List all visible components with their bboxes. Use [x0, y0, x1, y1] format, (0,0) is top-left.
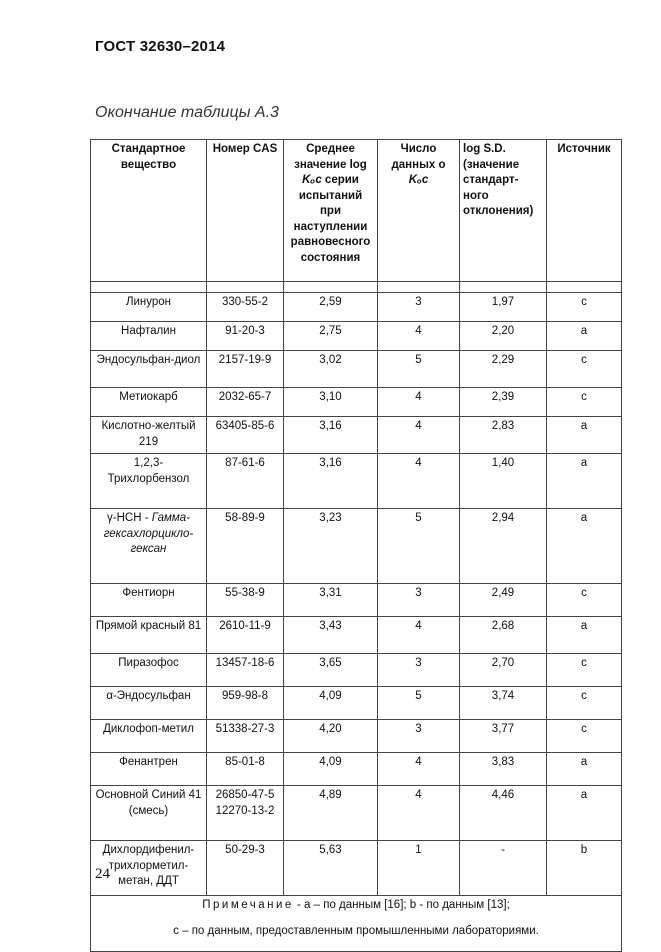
table-row	[91, 454, 622, 509]
cell-cas: 50-29-3	[207, 841, 284, 896]
cell-substance: Кислотно-желтый 219	[91, 417, 207, 454]
cell-source: c	[547, 654, 622, 687]
cell-logsd: 2,68	[460, 617, 547, 654]
cell-source: c	[547, 687, 622, 720]
cell-count: 4	[378, 617, 460, 654]
cell-cas: 330-55-2	[207, 293, 284, 322]
cell-source: a	[547, 454, 622, 509]
table-caption: Окончание таблицы А.3	[95, 104, 279, 121]
cell-mean: 5,63	[284, 841, 378, 896]
data-table	[90, 139, 622, 952]
cell-mean: 4,09	[284, 753, 378, 786]
col-logsd: log S.D. (значение стандарт-ного отклонения)	[460, 140, 547, 282]
cell-substance: Фенантрен	[91, 753, 207, 786]
cell-source: b	[547, 841, 622, 896]
cell-source: a	[547, 322, 622, 351]
cell-substance: Эндосульфан-диол	[91, 351, 207, 388]
cell-cas: 63405-85-6	[207, 417, 284, 454]
cell-logsd: 2,49	[460, 584, 547, 617]
cell-logsd: -	[460, 841, 547, 896]
cell-logsd: 3,83	[460, 753, 547, 786]
cell-substance: Дихлордифенил-трихлорметил-метан, ДДТ	[91, 841, 207, 896]
cell-logsd: 3,74	[460, 687, 547, 720]
note-row	[91, 896, 622, 952]
cell-logsd: 2,83	[460, 417, 547, 454]
col-mean	[284, 140, 378, 282]
cell-logsd: 2,70	[460, 654, 547, 687]
cell-count: 3	[378, 654, 460, 687]
cell-substance: Линурон	[91, 293, 207, 322]
page-number: 24	[95, 866, 110, 882]
table-row	[91, 753, 622, 786]
cell-source: c	[547, 584, 622, 617]
cell-logsd: 1,40	[460, 454, 547, 509]
cell-count: 3	[378, 584, 460, 617]
cell-substance: Основной Синий 41 (смесь)	[91, 786, 207, 841]
cell-mean: 3,02	[284, 351, 378, 388]
note-line-1	[94, 898, 618, 914]
cell-count: 4	[378, 753, 460, 786]
cell-substance: Диклофоп-метил	[91, 720, 207, 753]
cell-mean: 3,10	[284, 388, 378, 417]
cell-substance: α-Эндосульфан	[91, 687, 207, 720]
cell-mean: 3,23	[284, 509, 378, 584]
cell-mean: 3,31	[284, 584, 378, 617]
cell-substance: 1,2,3-Трихлорбензол	[91, 454, 207, 509]
spacer-row	[91, 282, 622, 293]
note-label: Примечание	[202, 899, 294, 911]
table-row	[91, 293, 622, 322]
cell-mean: 4,09	[284, 687, 378, 720]
cell-count: 4	[378, 417, 460, 454]
cell-cas: 2157-19-9	[207, 351, 284, 388]
cell-cas: 58-89-9	[207, 509, 284, 584]
cell-mean: 3,16	[284, 454, 378, 509]
cell-logsd: 2,94	[460, 509, 547, 584]
cell-source: c	[547, 293, 622, 322]
cell-substance: Метиокарб	[91, 388, 207, 417]
cell-source: a	[547, 753, 622, 786]
cell-count: 1	[378, 841, 460, 896]
col-mean-pre: Среднее значение log	[294, 143, 367, 171]
cell-count: 3	[378, 720, 460, 753]
col-mean-post: серии испытаний при наступлении равновесного состояния	[290, 174, 371, 264]
cell-logsd: 2,39	[460, 388, 547, 417]
cell-mean: 2,75	[284, 322, 378, 351]
table-row	[91, 786, 622, 841]
cell-mean: 3,43	[284, 617, 378, 654]
col-substance: Стандартное вещество	[91, 140, 207, 282]
cell-substance	[91, 509, 207, 584]
cell-mean: 4,20	[284, 720, 378, 753]
table-note	[91, 896, 622, 952]
cell-count: 5	[378, 351, 460, 388]
table-row	[91, 417, 622, 454]
cell-logsd: 3,77	[460, 720, 547, 753]
cell-source: c	[547, 351, 622, 388]
cell-count: 4	[378, 786, 460, 841]
cell-mean: 4,89	[284, 786, 378, 841]
note-line-2: c – по данным, предоставленным промышленными лабораториями.	[173, 924, 539, 937]
cell-cas: 26850-47-5 12270-13-2	[207, 786, 284, 841]
cell-mean: 2,59	[284, 293, 378, 322]
table-row	[91, 351, 622, 388]
cell-substance: Прямой красный 81	[91, 617, 207, 654]
table-row	[91, 617, 622, 654]
cell-cas: 959-98-8	[207, 687, 284, 720]
cell-substance: Нафталин	[91, 322, 207, 351]
cell-source: c	[547, 388, 622, 417]
table-row	[91, 841, 622, 896]
col-count	[378, 140, 460, 282]
cell-cas: 51338-27-3	[207, 720, 284, 753]
cell-cas: 2610-11-9	[207, 617, 284, 654]
col-cas: Номер CAS	[207, 140, 284, 282]
cell-cas: 85-01-8	[207, 753, 284, 786]
cell-substance-italic: Гамма-гексахлорцикло-гексан	[103, 512, 194, 556]
cell-source: a	[547, 786, 622, 841]
cell-substance: Фентиорн	[91, 584, 207, 617]
cell-count: 3	[378, 293, 460, 322]
table-row	[91, 584, 622, 617]
cell-source: a	[547, 417, 622, 454]
col-mean-koc: Kₒc	[302, 174, 322, 187]
cell-logsd: 2,29	[460, 351, 547, 388]
cell-cas: 55-38-9	[207, 584, 284, 617]
cell-count: 4	[378, 388, 460, 417]
cell-cas: 13457-18-6	[207, 654, 284, 687]
note-text-1: - a – по данным [16]; b - по данным [13];	[293, 899, 510, 911]
cell-source: a	[547, 509, 622, 584]
col-source: Источник	[547, 140, 622, 282]
cell-source: a	[547, 617, 622, 654]
cell-count: 5	[378, 687, 460, 720]
table-row	[91, 720, 622, 753]
cell-logsd: 2,20	[460, 322, 547, 351]
col-count-koc: Kₒc	[408, 174, 429, 187]
table-row	[91, 687, 622, 720]
header-row	[91, 140, 622, 282]
cell-logsd: 1,97	[460, 293, 547, 322]
col-count-pre: Число данных о	[391, 143, 446, 171]
table-row	[91, 654, 622, 687]
cell-mean: 3,65	[284, 654, 378, 687]
cell-logsd: 4,46	[460, 786, 547, 841]
cell-substance-prefix: γ-НСН -	[107, 512, 152, 524]
table-row	[91, 322, 622, 351]
cell-cas: 91-20-3	[207, 322, 284, 351]
document-header: ГОСТ 32630–2014	[95, 38, 226, 55]
cell-source: c	[547, 720, 622, 753]
cell-cas: 87-61-6	[207, 454, 284, 509]
cell-count: 4	[378, 454, 460, 509]
cell-substance: Пиразофос	[91, 654, 207, 687]
cell-cas: 2032-65-7	[207, 388, 284, 417]
cell-mean: 3,16	[284, 417, 378, 454]
table-row	[91, 509, 622, 584]
cell-count: 5	[378, 509, 460, 584]
table-row	[91, 388, 622, 417]
cell-count: 4	[378, 322, 460, 351]
